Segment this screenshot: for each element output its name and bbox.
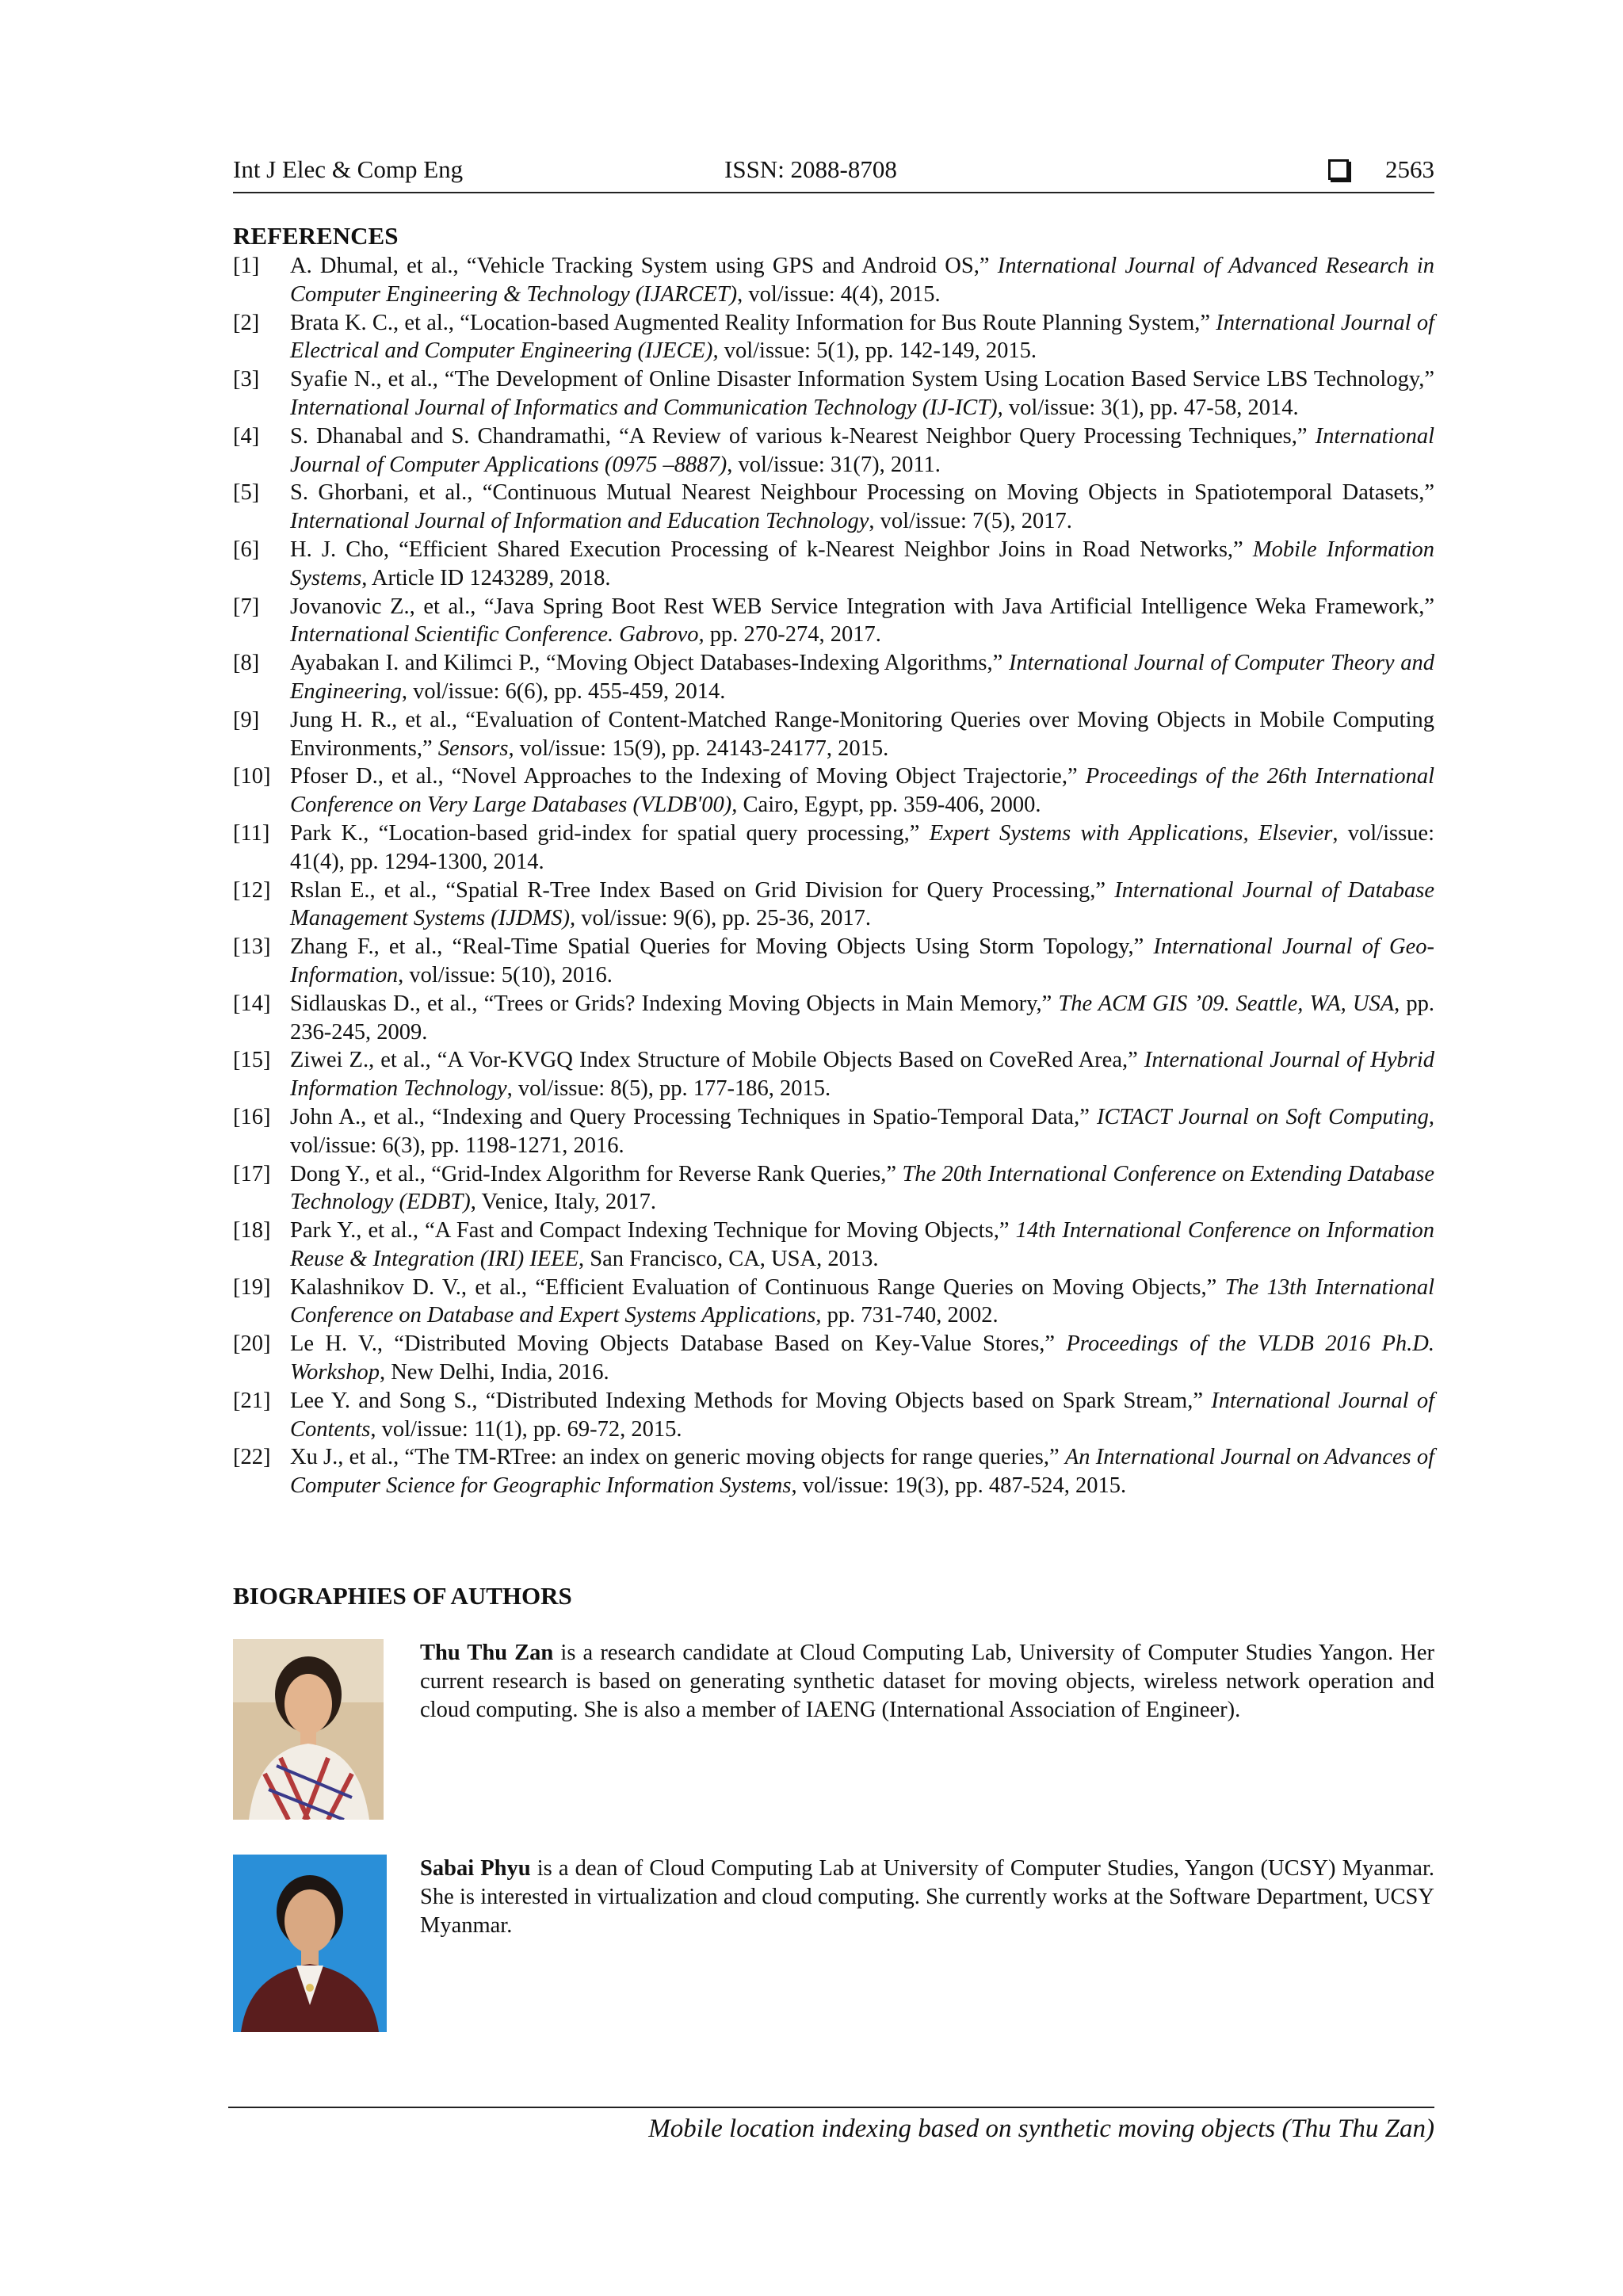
reference-number: [10]	[233, 764, 271, 789]
reference-number: [21]	[233, 1388, 271, 1413]
reference-details: , vol/issue: 5(10), 2016.	[398, 962, 613, 988]
reference-venue: International Journal of Information and Education Technology	[290, 509, 869, 534]
reference-authors-title: Dong Y., et al., “Grid-Index Algorithm for Reverse Rank Queries,”	[290, 1161, 903, 1186]
reference-venue: The 13th International Conference on Database and Expert Systems Applications	[290, 1274, 1434, 1328]
page-number: 2563	[1385, 155, 1434, 183]
reference-details: vol/issue: 5(1), pp. 142-149, 2015.	[718, 338, 1037, 364]
reference-item	[233, 536, 1434, 593]
reference-venue: International Journal of Advanced Research in Computer Engineering & Technology (IJARCET)	[290, 254, 1434, 307]
reference-details: , San Francisco, CA, USA, 2013.	[579, 1246, 879, 1271]
reference-venue: International Journal of Geo-Information	[290, 934, 1434, 988]
reference-venue: Sensors,	[437, 735, 514, 761]
reference-item	[233, 877, 1434, 934]
reference-number: [3]	[233, 367, 260, 392]
reference-item	[233, 819, 1434, 877]
reference-authors-title: Lee Y. and Song S., “Distributed Indexing Methods for Moving Objects based on Spark Stream,”	[290, 1388, 1212, 1413]
footer-title: Mobile location indexing based on synthetic moving objects (Thu Thu Zan)	[648, 2115, 1434, 2143]
reference-text	[290, 1217, 1434, 1274]
reference-details: , vol/issue: 8(5), pp. 177-186, 2015.	[506, 1076, 831, 1102]
reference-number: [8]	[233, 651, 260, 676]
reference-venue: An International Journal on Advances of Computer Science for Geographic Information Systems	[290, 1445, 1435, 1499]
reference-authors-title: Zhang F., et al., “Real-Time Spatial Queries for Moving Objects Using Storm Topology,”	[290, 934, 1154, 960]
reference-details: , New Delhi, India, 2016.	[379, 1360, 609, 1385]
reference-text	[290, 479, 1434, 536]
reference-venue: International Journal of Computer Theory and Engineering	[290, 651, 1434, 704]
reference-details: vol/issue: 15(9), pp. 24143-24177, 2015.	[514, 735, 889, 761]
reference-venue: International Journal of Database Management Systems (IJDMS),	[290, 877, 1434, 931]
reference-details: vol/issue: 3(1), pp. 47-58, 2014.	[1002, 395, 1299, 420]
page-header	[233, 152, 1434, 193]
reference-text	[290, 1046, 1434, 1103]
reference-item	[233, 1443, 1434, 1500]
author-bio-1	[233, 1639, 1434, 1821]
reference-item	[233, 1160, 1434, 1217]
reference-text	[290, 1103, 1434, 1160]
reference-venue: Expert Systems with Applications, Elsevier	[929, 820, 1333, 846]
reference-text	[290, 1330, 1434, 1387]
reference-venue: International Journal of Contents	[290, 1388, 1434, 1442]
reference-text	[290, 649, 1434, 706]
journal-name: Int J Elec & Comp Eng	[233, 155, 464, 183]
reference-authors-title: Ziwei Z., et al., “A Vor-KVGQ Index Structure of Mobile Objects Based on CoveRed Area,”	[290, 1048, 1144, 1073]
reference-number: [12]	[233, 877, 271, 903]
author-name: Sabai Phyu	[420, 1856, 531, 1881]
author-photo-sabai-phyu	[233, 1855, 387, 2032]
reference-number: [1]	[233, 254, 260, 278]
reference-details: , vol/issue: 31(7), 2011.	[727, 452, 941, 477]
reference-number: [5]	[233, 480, 260, 506]
reference-number: [4]	[233, 423, 260, 449]
reference-text	[290, 877, 1434, 934]
reference-text	[290, 536, 1434, 593]
reference-number: [6]	[233, 537, 260, 562]
reference-item	[233, 1046, 1434, 1103]
reference-item	[233, 1387, 1434, 1444]
reference-number: [7]	[233, 594, 260, 619]
reference-venue: International Journal of Hybrid Information Technology	[290, 1048, 1434, 1102]
references-list	[233, 252, 1434, 1500]
reference-details: , pp. 236-245, 2009.	[290, 991, 1434, 1045]
reference-item	[233, 706, 1434, 763]
reference-details: , vol/issue: 4(4), 2015.	[737, 281, 941, 307]
reference-venue: Mobile Information Systems	[290, 537, 1434, 590]
reference-item	[233, 479, 1434, 536]
reference-text	[290, 1160, 1434, 1217]
reference-text	[290, 706, 1434, 763]
reference-text	[290, 1274, 1434, 1331]
reference-number: [20]	[233, 1331, 271, 1357]
author-bio-body: is a dean of Cloud Computing Lab at University of Computer Studies, Yangon (UCSY) Myanmar. She is interested in virtualization and cloud computing. She currently works at the Software Department, UCSY Myanmar.	[420, 1856, 1434, 1938]
reference-details: , vol/issue: 6(6), pp. 455-459, 2014.	[401, 678, 726, 704]
reference-number: [13]	[233, 934, 271, 960]
reference-venue: The ACM GIS ’09. Seattle, WA, USA	[1058, 991, 1395, 1016]
author-bio-2	[233, 1855, 1434, 2037]
reference-item	[233, 1217, 1434, 1274]
reference-authors-title: S. Ghorbani, et al., “Continuous Mutual Nearest Neighbour Processing on Moving Objects in Spatiotemporal Datasets,”	[290, 480, 1434, 506]
reference-details: Cairo, Egypt, pp. 359-406, 2000.	[737, 793, 1041, 818]
reference-text	[290, 252, 1434, 309]
reference-authors-title: A. Dhumal, et al., “Vehicle Tracking System using GPS and Android OS,”	[290, 254, 998, 278]
reference-authors-title: Xu J., et al., “The TM-RTree: an index on generic moving objects for range queries,”	[290, 1445, 1065, 1470]
references-heading: REFERENCES	[233, 222, 399, 250]
reference-number: [17]	[233, 1161, 271, 1186]
reference-number: [14]	[233, 991, 271, 1016]
issn: ISSN: 2088-8708	[724, 155, 897, 183]
author-bio-body: is a research candidate at Cloud Computing Lab, University of Computer Studies Yangon. Her current research is based on generating synthetic dataset for moving objects, wireless network operation and cloud computing. She is also a member of IAENG (International Association of Engineer).	[420, 1641, 1434, 1722]
square-bullet-icon	[1328, 159, 1349, 180]
reference-item	[233, 933, 1434, 990]
reference-details: , vol/issue: 7(5), 2017.	[869, 509, 1072, 534]
page-footer	[228, 2107, 1434, 2143]
reference-number: [18]	[233, 1218, 271, 1244]
reference-details: , vol/issue: 6(3), pp. 1198-1271, 2016.	[290, 1104, 1434, 1158]
reference-venue: International Scientific Conference. Gabrovo,	[290, 622, 705, 648]
biographies-heading: BIOGRAPHIES OF AUTHORS	[233, 1582, 572, 1610]
reference-details: , vol/issue: 19(3), pp. 487-524, 2015.	[791, 1473, 1127, 1499]
reference-number: [15]	[233, 1048, 271, 1073]
reference-item	[233, 1103, 1434, 1160]
reference-item	[233, 252, 1434, 309]
reference-authors-title: S. Dhanabal and S. Chandramathi, “A Review of various k-Nearest Neighbor Query Processing Techniques,”	[290, 423, 1316, 449]
reference-authors-title: Le H. V., “Distributed Moving Objects Database Based on Key-Value Stores,”	[290, 1331, 1067, 1357]
reference-text	[290, 309, 1434, 366]
author-photo-thu-thu-zan	[233, 1639, 384, 1820]
reference-item	[233, 309, 1434, 366]
reference-authors-title: Rslan E., et al., “Spatial R-Tree Index Based on Grid Division for Query Processing,”	[290, 877, 1115, 903]
author-bio-text-1	[420, 1639, 1434, 1724]
reference-details: pp. 270-274, 2017.	[704, 622, 881, 648]
reference-authors-title: Sidlauskas D., et al., “Trees or Grids? Indexing Moving Objects in Main Memory,”	[290, 991, 1059, 1016]
reference-text	[290, 762, 1434, 819]
reference-number: [22]	[233, 1445, 271, 1470]
reference-authors-title: Brata K. C., et al., “Location-based Augmented Reality Information for Bus Route Planning System,”	[290, 310, 1216, 335]
reference-item	[233, 762, 1434, 819]
reference-item	[233, 593, 1434, 650]
reference-venue: International Journal of Informatics and Communication Technology (IJ-ICT),	[290, 395, 1003, 420]
reference-venue: The 20th International Conference on Extending Database Technology (EDBT)	[290, 1161, 1434, 1215]
reference-authors-title: Park K., “Location-based grid-index for spatial query processing,”	[290, 820, 930, 846]
page-number-group	[1328, 155, 1434, 184]
reference-number: [16]	[233, 1104, 271, 1129]
reference-venue: 14th International Conference on Information Reuse & Integration (IRI) IEEE	[290, 1218, 1434, 1271]
reference-authors-title: Pfoser D., et al., “Novel Approaches to the Indexing of Moving Object Trajectorie,”	[290, 764, 1086, 789]
reference-item	[233, 1274, 1434, 1331]
reference-text	[290, 990, 1434, 1047]
reference-number: [9]	[233, 707, 260, 732]
reference-venue: Proceedings of the 26th International Conference on Very Large Databases (VLDB'00),	[290, 764, 1434, 818]
reference-details: , vol/issue: 41(4), pp. 1294-1300, 2014.	[290, 820, 1434, 874]
reference-number: [11]	[233, 820, 270, 846]
author-bio-text-2	[420, 1855, 1434, 1939]
reference-details: , Article ID 1243289, 2018.	[361, 565, 611, 590]
reference-item	[233, 649, 1434, 706]
reference-venue: Proceedings of the VLDB 2016 Ph.D. Workshop	[290, 1331, 1434, 1385]
reference-details: , pp. 731-740, 2002.	[815, 1303, 999, 1328]
reference-item	[233, 422, 1434, 479]
reference-details: , Venice, Italy, 2017.	[470, 1190, 656, 1215]
reference-authors-title: John A., et al., “Indexing and Query Processing Techniques in Spatio-Temporal Data,”	[290, 1104, 1098, 1129]
reference-text	[290, 819, 1434, 877]
reference-authors-title: Jovanovic Z., et al., “Java Spring Boot Rest WEB Service Integration with Java Artificial Intelligence Weka Framework,”	[290, 594, 1434, 619]
reference-text	[290, 422, 1434, 479]
reference-item	[233, 990, 1434, 1047]
reference-details: vol/issue: 9(6), pp. 25-36, 2017.	[575, 906, 871, 931]
reference-item	[233, 365, 1434, 422]
reference-text	[290, 1443, 1434, 1500]
reference-authors-title: Park Y., et al., “A Fast and Compact Indexing Technique for Moving Objects,”	[290, 1218, 1016, 1244]
reference-number: [19]	[233, 1274, 271, 1300]
reference-venue: International Journal of Computer Applications (0975 –8887)	[290, 423, 1434, 477]
author-name: Thu Thu Zan	[420, 1641, 554, 1665]
reference-item	[233, 1330, 1434, 1387]
reference-authors-title: H. J. Cho, “Efficient Shared Execution Processing of k-Nearest Neighbor Joins in Road Networks,”	[290, 537, 1253, 562]
reference-authors-title: Syafie N., et al., “The Development of Online Disaster Information System Using Location Based Service LBS Technology,”	[290, 367, 1434, 392]
reference-authors-title: Ayabakan I. and Kilimci P., “Moving Object Databases-Indexing Algorithms,”	[290, 651, 1009, 676]
reference-details: , vol/issue: 11(1), pp. 69-72, 2015.	[370, 1416, 682, 1442]
reference-number: [2]	[233, 310, 260, 335]
reference-text	[290, 365, 1434, 422]
reference-authors-title: Kalashnikov D. V., et al., “Efficient Evaluation of Continuous Range Queries on Moving Objects,”	[290, 1274, 1225, 1300]
reference-text	[290, 593, 1434, 650]
reference-authors-title: Jung H. R., et al., “Evaluation of Content-Matched Range-Monitoring Queries over Moving Objects in Mobile Computing Environments,”	[290, 707, 1434, 761]
reference-text	[290, 1387, 1434, 1444]
reference-venue: ICTACT Journal on Soft Computing	[1097, 1104, 1429, 1129]
reference-venue: International Journal of Electrical and Computer Engineering (IJECE),	[290, 310, 1434, 364]
reference-text	[290, 933, 1434, 990]
